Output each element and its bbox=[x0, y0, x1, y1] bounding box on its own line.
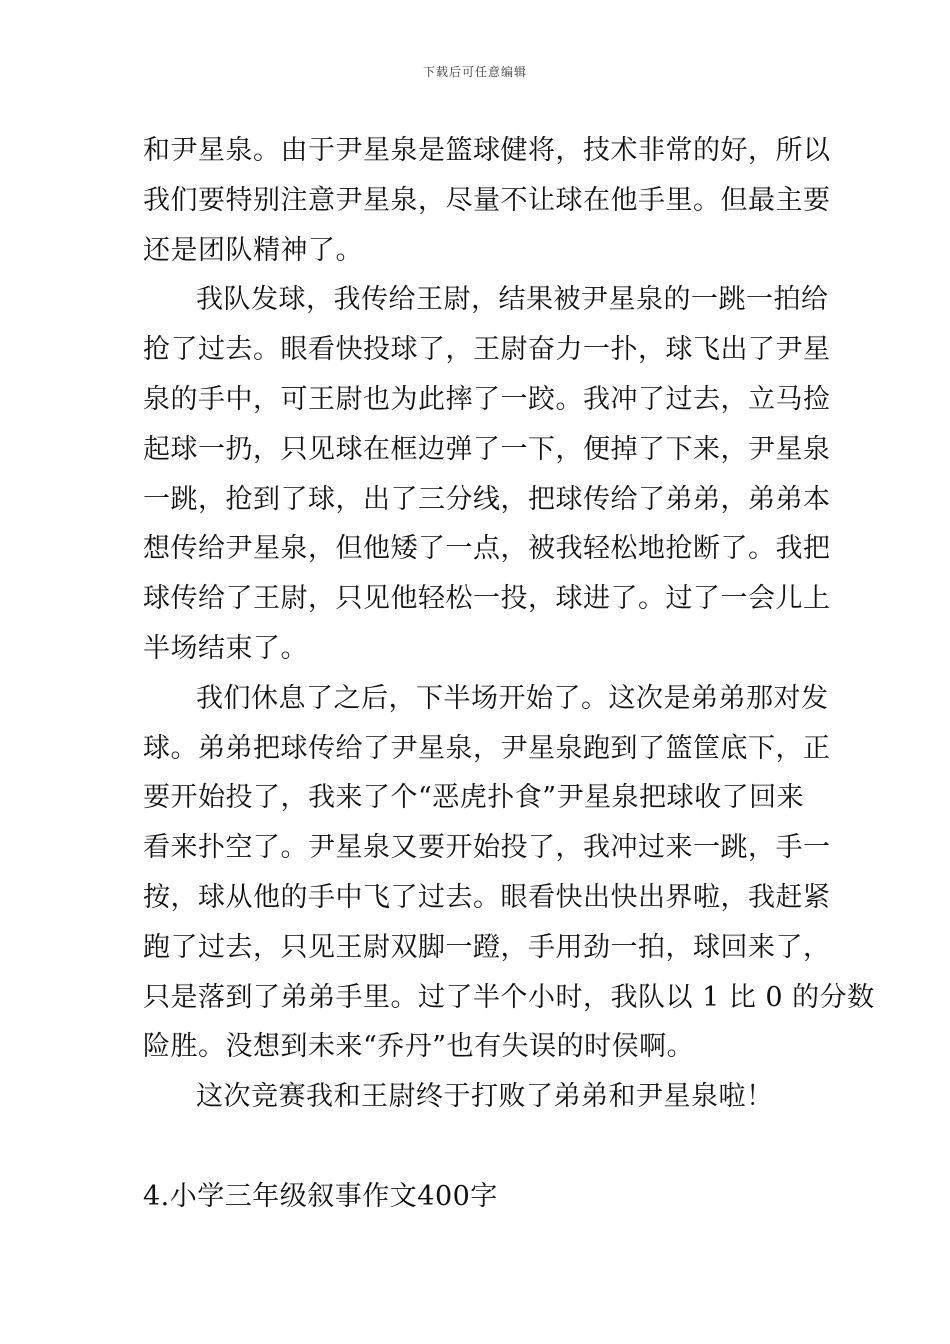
document-body bbox=[143, 126, 875, 1222]
text-line: 险胜。没想到未来“乔丹”也有失误的时侯啊。 bbox=[143, 1031, 695, 1063]
text-line: 半场结束了。 bbox=[143, 632, 308, 664]
text-line: 还是团队精神了。 bbox=[143, 234, 363, 266]
text-line: 一跳，抢到了球，出了三分线，把球传给了弟弟，弟弟本 bbox=[143, 483, 831, 515]
text-line: 按，球从他的手中飞了过去。眼看快出快出界啦，我赶紧 bbox=[143, 881, 831, 913]
text-line: 起球一扔，只见球在框边弹了一下，便掉了下来，尹星泉 bbox=[143, 433, 831, 465]
paragraph-4 bbox=[143, 1072, 815, 1122]
text-line: 只是落到了弟弟手里。过了半个小时，我队以 1 比 0 的分数 bbox=[143, 981, 875, 1013]
paragraph-1 bbox=[143, 126, 831, 275]
blank-line bbox=[143, 1122, 815, 1172]
text-line: 看来扑空了。尹星泉又要开始投了，我冲过来一跳，手一 bbox=[143, 832, 831, 864]
text-line: 球传给了王尉，只见他轻松一投，球进了。过了一会儿上 bbox=[143, 583, 831, 615]
text-line: 抢了过去。眼看快投球了，王尉奋力一扑，球飞出了尹星 bbox=[143, 334, 831, 366]
text-line: 要开始投了，我来了个“恶虎扑食”尹星泉把球收了回来 bbox=[143, 782, 805, 814]
paragraph-3 bbox=[143, 674, 875, 1072]
text-line: 我们休息了之后，下半场开始了。这次是弟弟那对发 bbox=[196, 682, 829, 714]
text-line: 泉的手中，可王尉也为此摔了一跤。我冲了过去，立马捡 bbox=[143, 383, 831, 415]
text-line: 想传给尹星泉，但他矮了一点，被我轻松地抢断了。我把 bbox=[143, 533, 831, 565]
section-heading: 4.小学三年级叙事作文400字 bbox=[143, 1180, 498, 1212]
text-line: 跑了过去，只见王尉双脚一蹬，手用劲一拍，球回来了， bbox=[143, 931, 831, 963]
text-line: 我队发球，我传给王尉，结果被尹星泉的一跳一拍给 bbox=[196, 284, 829, 316]
text-line: 我们要特别注意尹星泉，尽量不让球在他手里。但最主要 bbox=[143, 184, 831, 216]
page-header: 下载后可任意编辑 bbox=[422, 65, 527, 79]
paragraph-2 bbox=[143, 275, 831, 673]
text-line: 这次竞赛我和王尉终于打败了弟弟和尹星泉啦！ bbox=[196, 1081, 774, 1113]
text-line: 和尹星泉。由于尹星泉是篮球健将，技术非常的好，所以 bbox=[143, 135, 831, 166]
text-line: 球。弟弟把球传给了尹星泉，尹星泉跑到了篮筐底下，正 bbox=[143, 732, 831, 764]
